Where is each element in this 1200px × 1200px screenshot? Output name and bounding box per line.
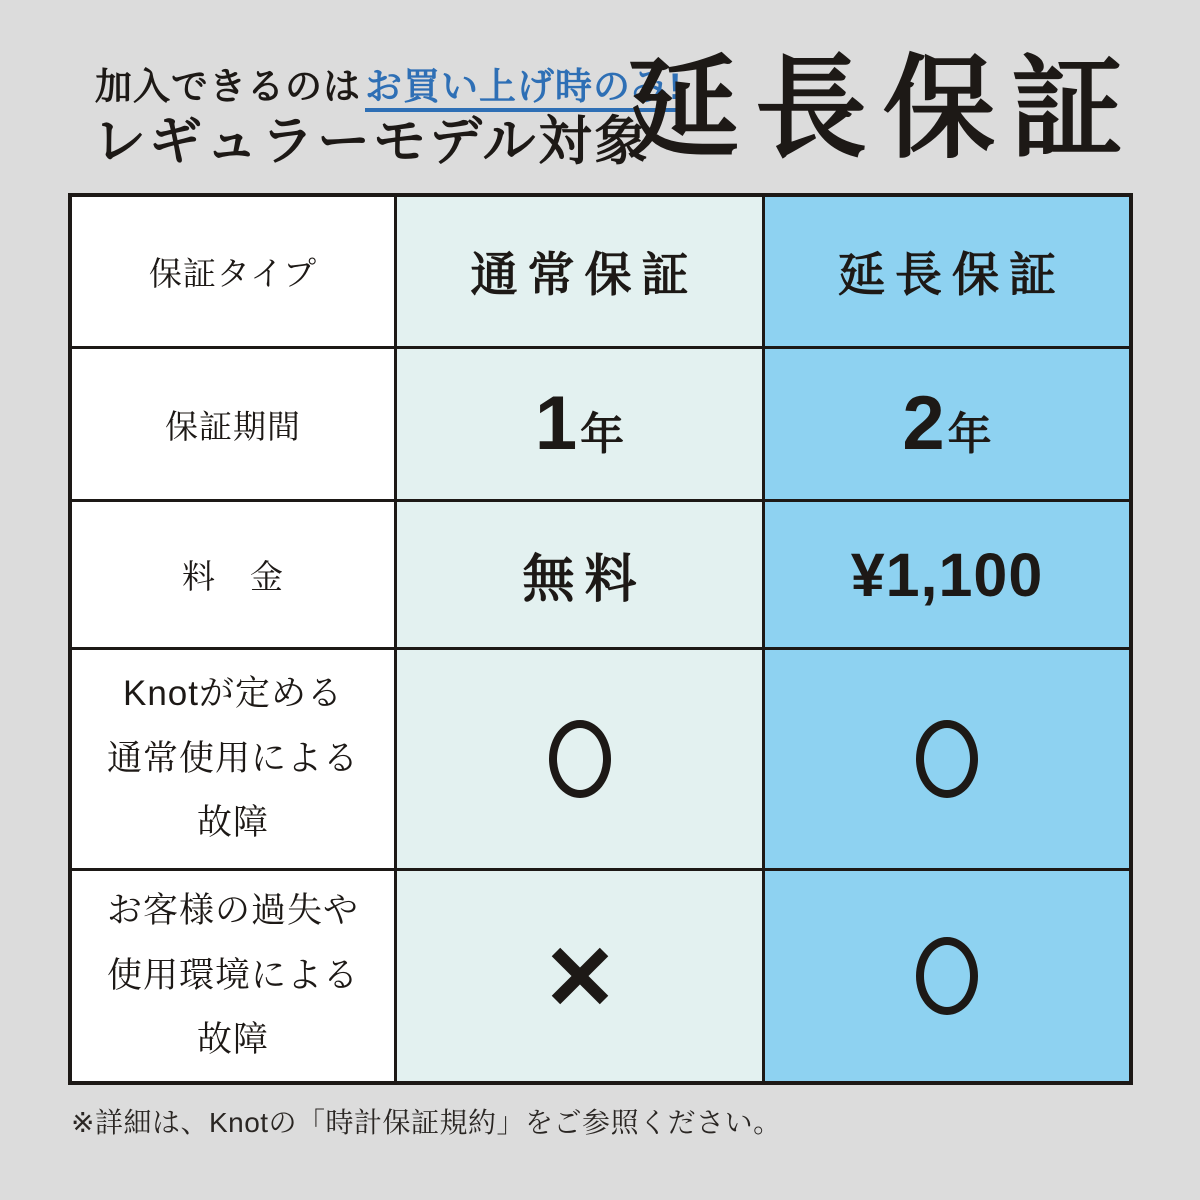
row-header-warranty-period bbox=[72, 349, 394, 499]
row-header-price bbox=[72, 502, 394, 647]
period-value bbox=[534, 381, 625, 466]
row-label-multiline bbox=[107, 879, 359, 1073]
extended-warranty-header: 延長保証 bbox=[838, 248, 1066, 301]
cell-normal-warranty-name bbox=[394, 197, 762, 346]
cell-normal-price bbox=[394, 502, 762, 647]
row-label: 保証期間 bbox=[165, 407, 301, 445]
table-row-normal-use-failure bbox=[72, 647, 1129, 868]
period-value bbox=[902, 381, 992, 466]
row-label-line: Knotが定める bbox=[122, 673, 343, 713]
cross-mark-icon bbox=[548, 944, 612, 1008]
footer-note: ※詳細は、Knotの「時計保証規約」をご参照ください。 bbox=[71, 1107, 782, 1138]
table-row-price bbox=[72, 499, 1129, 647]
price-paid-text: ¥1,100 bbox=[850, 540, 1044, 609]
table-row-warranty-type bbox=[72, 197, 1129, 346]
row-label: 料 金 bbox=[182, 558, 284, 595]
period-number: 1 bbox=[534, 381, 578, 466]
row-label-multiline bbox=[107, 662, 359, 856]
row-label-line: 故障 bbox=[196, 1020, 269, 1060]
cell-normal-period bbox=[394, 349, 762, 499]
row-header-warranty-type bbox=[72, 197, 394, 346]
circle-mark-icon bbox=[916, 937, 978, 1015]
cell-extended-warranty-name bbox=[762, 197, 1129, 346]
row-label-line: 通常使用による bbox=[106, 738, 359, 778]
row-label-line: お客様の過失や bbox=[106, 890, 359, 930]
cell-extended-covered bbox=[762, 871, 1129, 1081]
header-line2: レギュラーモデル対象 bbox=[93, 112, 651, 171]
warranty-comparison-table bbox=[68, 193, 1133, 1085]
table-row-warranty-period bbox=[72, 346, 1129, 499]
circle-mark-icon bbox=[549, 720, 611, 798]
cell-normal-covered bbox=[394, 650, 762, 868]
cell-extended-period bbox=[762, 349, 1129, 499]
page-title: 延長保証 bbox=[627, 46, 1139, 171]
circle-mark-icon bbox=[916, 720, 978, 798]
row-label-line: 使用環境による bbox=[106, 955, 359, 995]
period-unit: 年 bbox=[947, 410, 992, 459]
cell-extended-covered bbox=[762, 650, 1129, 868]
period-unit: 年 bbox=[580, 410, 625, 459]
header-line1-highlight-text: お買い上げ時のみ! bbox=[365, 66, 682, 112]
row-label: 保証タイプ bbox=[148, 255, 318, 292]
price-free-text: 無料 bbox=[522, 551, 647, 609]
cell-extended-price bbox=[762, 502, 1129, 647]
row-header-normal-use-failure bbox=[72, 650, 394, 868]
table-row-customer-fault-failure bbox=[72, 868, 1129, 1081]
row-label-line: 故障 bbox=[196, 803, 269, 843]
header-line1-black-text: 加入できるのは bbox=[95, 66, 361, 107]
cell-normal-not-covered bbox=[394, 871, 762, 1081]
period-number: 2 bbox=[902, 381, 945, 466]
row-header-customer-fault-failure bbox=[72, 871, 394, 1081]
normal-warranty-header: 通常保証 bbox=[470, 248, 699, 301]
